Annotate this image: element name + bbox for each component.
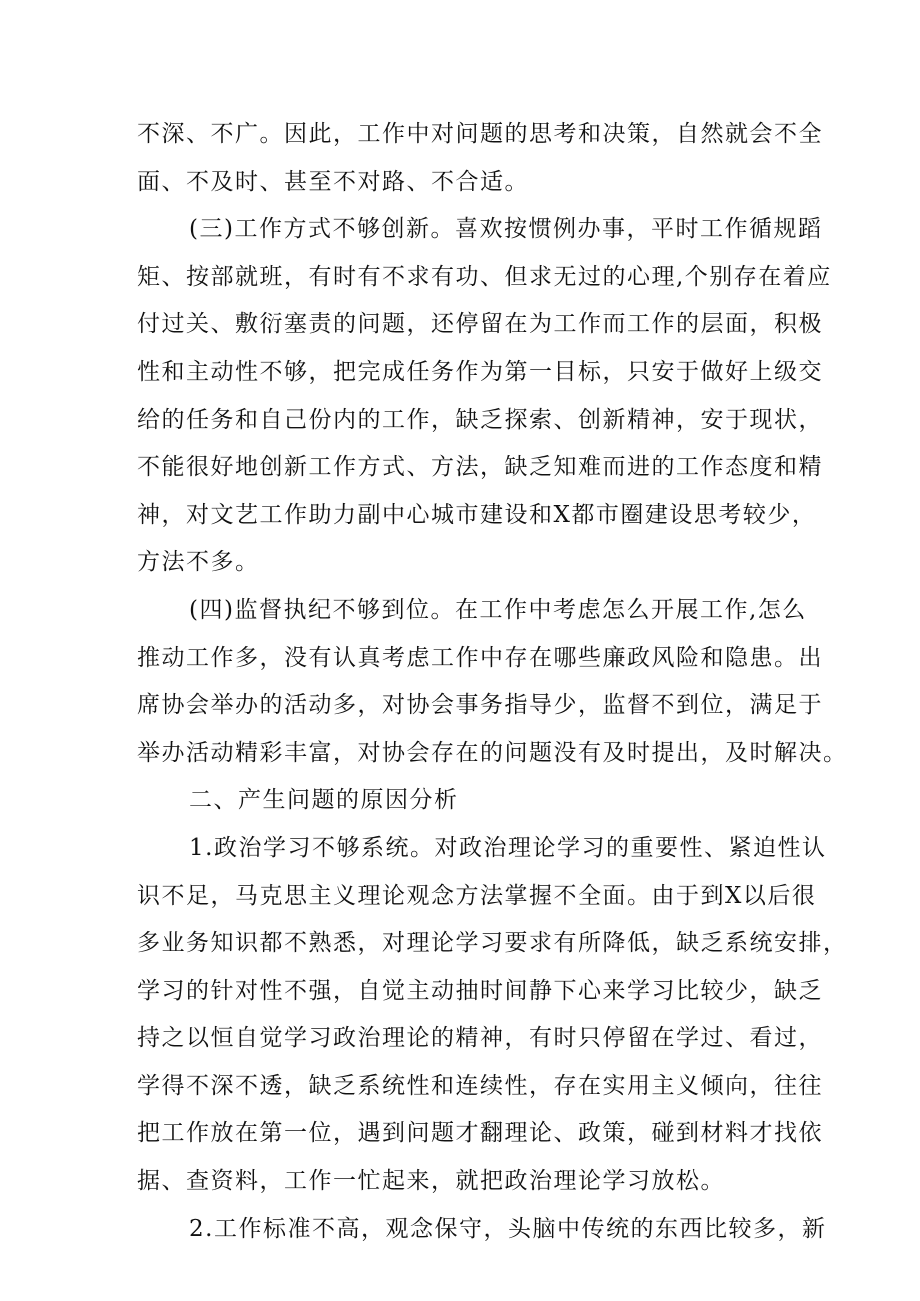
text-line: 付过关、敷衍塞责的问题，还停留在为工作而工作的层面，积极 (137, 311, 823, 338)
paragraph-continued (137, 111, 823, 206)
text-line: 学习的针对性不强，自觉主动抽时间静下心来学习比较少，缺乏 (137, 977, 823, 1004)
heading-text: 二、产生问题的原因分析 (189, 787, 459, 814)
text-line: 2.工作标准不高，观念保守，头脑中传统的东西比较多，新 (189, 1215, 827, 1242)
paragraph-work-method (137, 206, 832, 587)
text-line: 不深、不广。因此，工作中对问题的思考和决策，自然就会不全 (137, 121, 823, 147)
paragraph-supervision (137, 587, 848, 777)
text-line: 席协会举办的活动多，对协会事务指导少，监督不到位，满足于 (137, 692, 823, 719)
text-line: (四)监督执纪不够到位。在工作中考虑怎么开展工作,怎么 (189, 596, 807, 623)
paragraph-reason-1 (137, 825, 848, 1206)
text-line: 推动工作多，没有认真考虑工作中存在哪些廉政风险和隐患。出 (137, 644, 823, 671)
section-heading (137, 777, 801, 825)
text-line: 矩、按部就班，有时有不求有功、但求无过的心理,个别存在着应 (137, 263, 832, 290)
document-body (137, 111, 848, 1253)
text-line: 持之以恒自觉学习政治理论的精神，有时只停留在学过、看过， (137, 1025, 823, 1052)
text-line: 识不足，马克思主义理论观念方法掌握不全面。由于到X以后很 (137, 882, 817, 909)
text-line: 据、查资料，工作一忙起来，就把政治理论学习放松。 (137, 1168, 725, 1195)
text-line: 1.政治学习不够系统。对政治理论学习的重要性、紧迫性认 (189, 834, 827, 861)
text-line: (三)工作方式不够创新。喜欢按惯例办事，平时工作循规蹈 (189, 216, 823, 243)
text-line: 面、不及时、甚至不对路、不合适。 (137, 168, 529, 195)
text-line: 性和主动性不够，把完成任务作为第一目标，只安于做好上级交 (137, 358, 823, 385)
text-line: 神，对文艺工作助力副中心城市建设和X都市圈建设思考较少， (137, 501, 817, 528)
text-line: 把工作放在第一位，遇到问题才翻理论、政策，碰到材料才找依 (137, 1120, 823, 1147)
text-line: 方法不多。 (137, 549, 260, 576)
text-line: 学得不深不透，缺乏系统性和连续性，存在实用主义倾向，往往 (137, 1072, 823, 1099)
text-line: 举办活动精彩丰富，对协会存在的问题没有及时提出，及时解决。 (137, 739, 848, 766)
text-line: 多业务知识都不熟悉，对理论学习要求有所降低，缺乏系统安排， (137, 930, 848, 957)
text-line: 不能很好地创新工作方式、方法，缺乏知难而进的工作态度和精 (137, 454, 823, 481)
text-line: 给的任务和自己份内的工作，缺乏探索、创新精神，安于现状， (137, 406, 823, 433)
paragraph-reason-2 (137, 1206, 827, 1254)
